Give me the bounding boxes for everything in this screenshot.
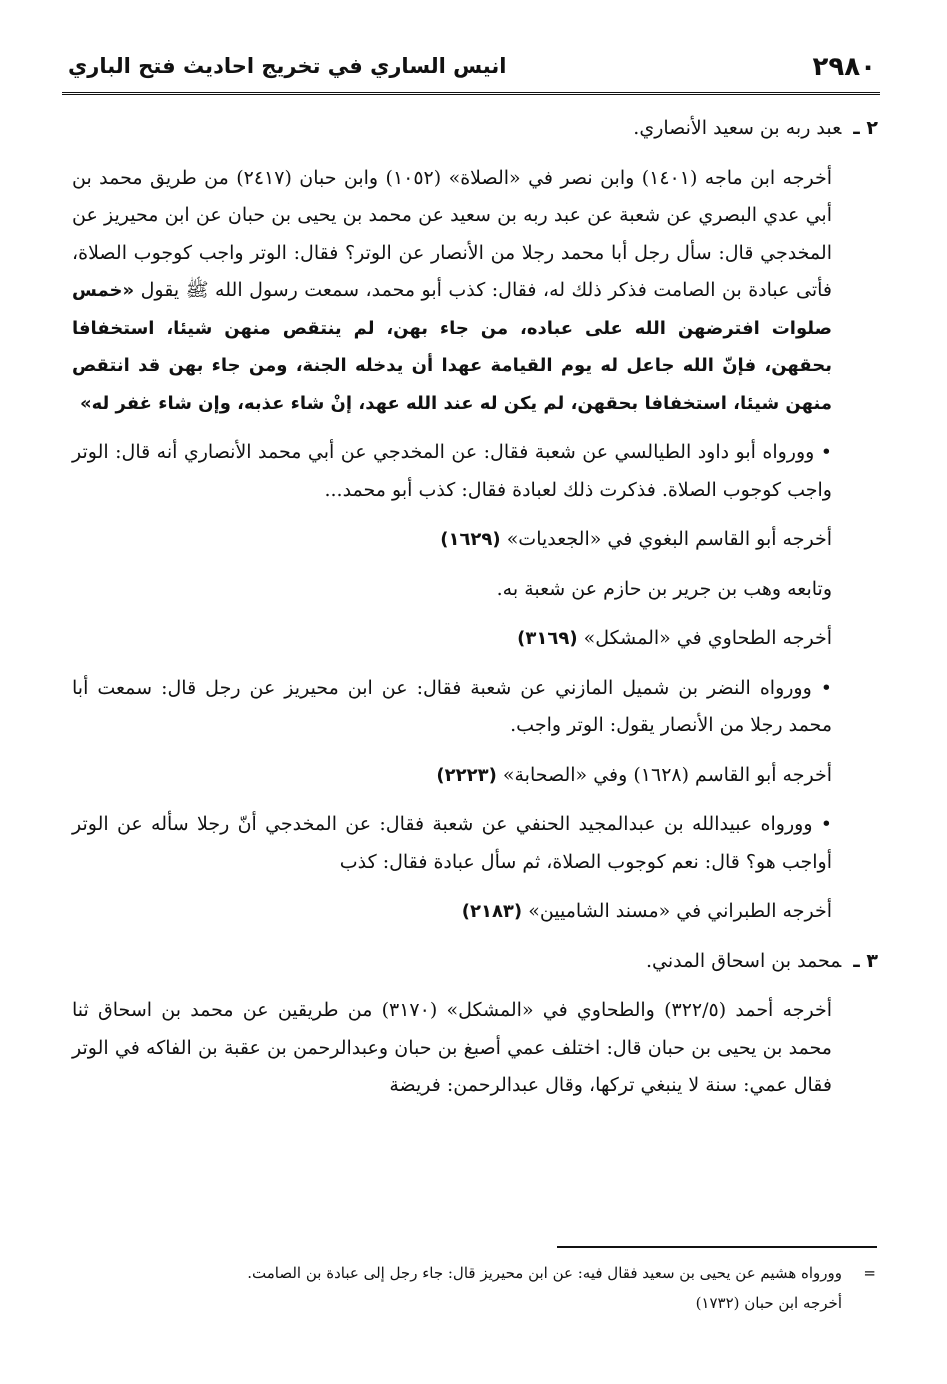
footnote-divider — [557, 1246, 877, 1248]
section-heading-3 — [72, 943, 878, 981]
section-title: محمد بن اسحاق المدني. — [646, 949, 842, 972]
footnote-line-1: وورواه هشيم عن يحيى بن سعيد فقال فيه: عن ابن محيريز قال: جاء رجل إلى عبادة بن الصامت. — [247, 1264, 842, 1282]
section-number: ٣ ـ — [853, 949, 878, 972]
paragraph-1-text: أخرجه ابن ماجه (١٤٠١) وابن نصر في «الصلاة» (١٠٥٢) وابن حبان (٢٤١٧) من طريق محمد بن أبي عدي البصري عن شعبة عن عبد ربه بن سعيد عن محمد بن يحيى بن حبان عن ابن محيريز عن المخدجي قال: سأل رجل أبا محمد رجلا من الأنصار عن الوتر؟ فقال: الوتر واجب كوجوب الصلاة، فأتى عبادة بن الصامت فذكر ذلك له، فقال: كذب أبو محمد، سمعت رسول الله ﷺ يقول — [72, 166, 832, 301]
page-number: ٢٩٨٠ — [812, 52, 876, 82]
citation-1-text: أخرجه أبو القاسم البغوي في «الجعديات» — [506, 528, 832, 550]
citation-1-ref: (١٦٢٩) — [440, 529, 501, 550]
paragraph-5: • وورواه عبيدالله بن عبدالمجيد الحنفي عن شعبة فقال: عن المخدجي أنّ رجلا سأله عن الوتر أواجب هو؟ قال: نعم كوجوب الصلاة، ثم سأل عبادة فقال: كذب — [72, 806, 878, 881]
citation-4-text: أخرجه الطبراني في «مسند الشاميين» — [528, 900, 832, 922]
footnote-line-2: أخرجه ابن حبان (١٧٣٢) — [695, 1294, 842, 1312]
paragraph-1 — [72, 160, 878, 423]
paragraph-2: • وورواه أبو داود الطيالسي عن شعبة فقال: عن المخدجي عن أبي محمد الأنصاري أنه قال: الوتر واجب كوجوب الصلاة. فذكرت ذلك لعبادة فقال: كذب أبو محمد... — [72, 434, 878, 509]
citation-3-text: أخرجه أبو القاسم (١٦٢٨) وفي «الصحابة» — [502, 763, 832, 786]
citation-4-ref: (٢١٨٣) — [461, 901, 523, 922]
running-title: انيس الساري في تخريج احاديث فتح الباري — [68, 54, 507, 78]
citation-2 — [72, 620, 878, 658]
section-number: ٢ ـ — [853, 117, 878, 139]
citation-4 — [72, 893, 878, 931]
citation-2-ref: (٣١٦٩) — [517, 628, 578, 649]
footnotes — [72, 1258, 878, 1318]
page-header — [62, 48, 880, 95]
paragraph-6: أخرجه أحمد (٣٢٢/٥) والطحاوي في «المشكل» (٣١٧٠) من طريقين عن محمد بن اسحاق ثنا محمد بن يحيى بن حبان قال: اختلف عمي أصبغ بن حبان وعبدالرحمن بن عقبة بن الفاكه في الوتر فقال عمي: سنة لا ينبغي تركها، وقال عبدالرحمن: فريضة — [72, 999, 832, 1096]
citation-3-ref: (٢٢٢٣) — [436, 764, 497, 786]
citation-2-text: أخرجه الطحاوي في «المشكل» — [583, 627, 832, 649]
section-heading-2 — [72, 110, 878, 148]
citation-3 — [72, 757, 878, 795]
footnote-continuation-mark: = — [863, 1264, 876, 1282]
paragraph-3: وتابعه وهب بن جرير بن حازم عن شعبة به. — [496, 577, 832, 600]
paragraph-4: • وورواه النضر بن شميل المازني عن شعبة فقال: عن ابن محيريز عن رجل قال: سمعت أبا محمد رجلا من الأنصار يقول: الوتر واجب. — [72, 670, 878, 745]
section-title: عبد ربه بن سعيد الأنصاري. — [633, 117, 842, 139]
citation-1 — [72, 521, 878, 559]
main-text — [72, 110, 878, 1105]
hadith-quote: «خمس صلوات افترضهن الله على عباده، من جاء بهن، لم ينتقص منهن شيئا، استخفافا بحقهن، فإنّ الله جاعل له يوم القيامة عهدا أن يدخله الجنة، ومن جاء بهن قد انتقص منهن شيئا، استخفافا بحقهن، لم يكن له عند الله عهد، إنْ شاء عذبه، وإن شاء غفر له» — [72, 280, 832, 414]
